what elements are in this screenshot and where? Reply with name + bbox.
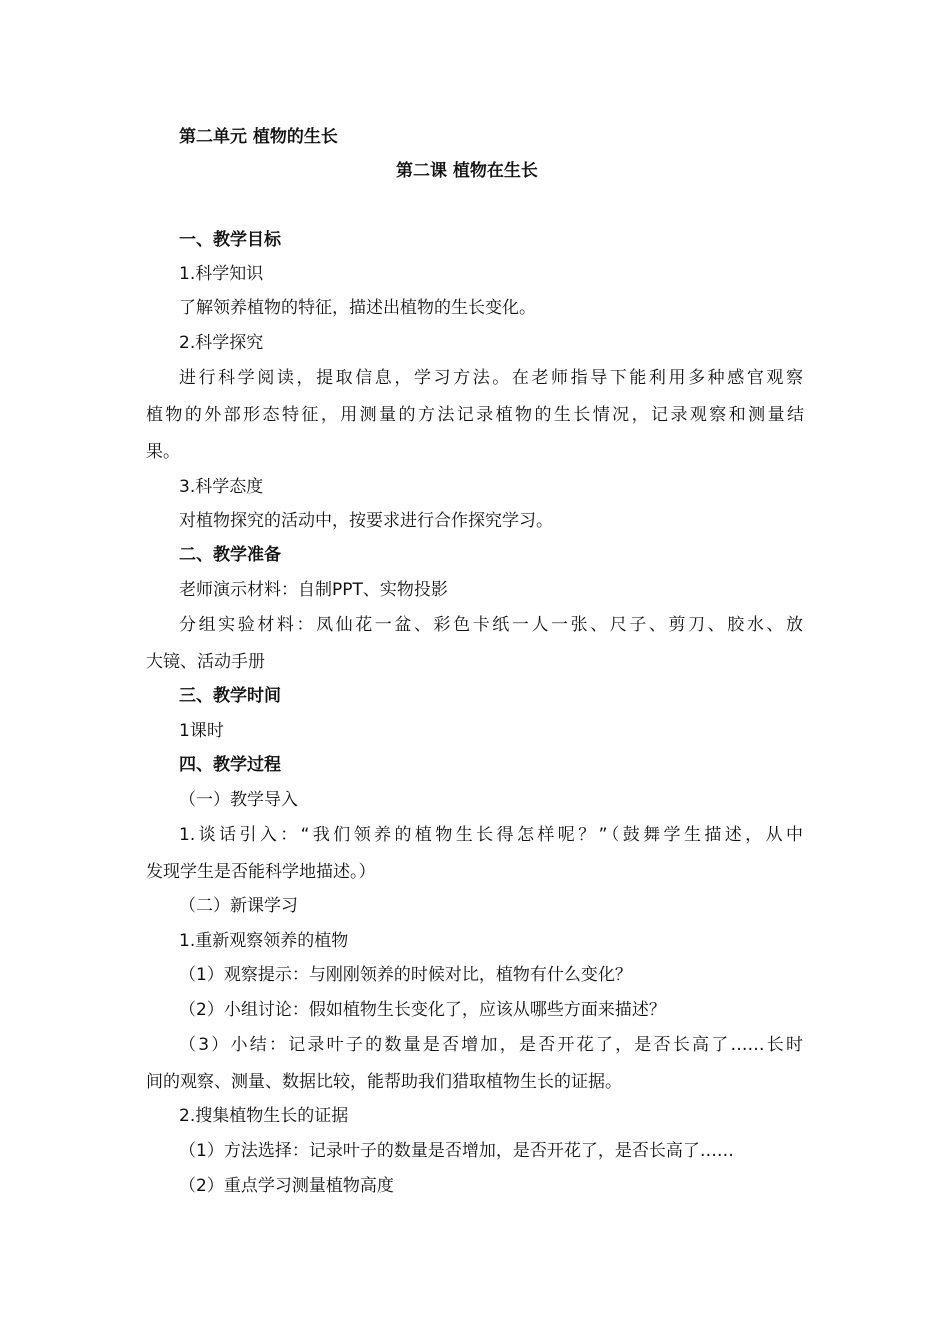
paragraph-line: 分组实验材料：凤仙花一盆、彩色卡纸一人一张、尺子、剪刀、胶水、放 [179,615,803,635]
section-heading-process: 四、教学过程 [179,755,281,775]
paragraph-line: 2.搜集植物生长的证据 [179,1106,349,1126]
paragraph-line: 对植物探究的活动中，按要求进行合作探究学习。 [179,511,553,531]
paragraph-line: 大镜、活动手册 [146,652,265,672]
paragraph-line: 了解领养植物的特征，描述出植物的生长变化。 [179,298,536,318]
paragraph-line: 1课时 [179,721,224,741]
paragraph-line: （3）小结：记录叶子的数量是否增加，是否开花了，是否长高了……长时 [179,1035,803,1055]
paragraph-line: （2）重点学习测量植物高度 [179,1176,394,1196]
paragraph-line: 1.重新观察领养的植物 [179,931,349,951]
lesson-title: 第二课 植物在生长 [396,161,538,181]
section-heading-goals: 一、教学目标 [179,230,281,250]
paragraph-line: 植物的外部形态特征，用测量的方法记录植物的生长情况，记录观察和测量结 [146,405,804,425]
paragraph-line: 间的观察、测量、数据比较，能帮助我们猎取植物生长的证据。 [146,1072,622,1092]
paragraph-line: 1.谈话引入：“我们领养的植物生长得怎样呢？”（鼓舞学生描述，从中 [179,825,803,845]
paragraph-line: （1）观察提示：与刚刚领养的时候对比，植物有什么变化？ [179,965,632,985]
paragraph-line: （1）方法选择：记录叶子的数量是否增加，是否开花了，是否长高了…… [179,1141,734,1161]
unit-title: 第二单元 植物的生长 [179,127,338,147]
section-heading-preparation: 二、教学准备 [179,545,281,565]
subsection-heading: （一）教学导入 [179,790,298,810]
paragraph-line: 老师演示材料：自制PPT、实物投影 [179,580,448,600]
subheading-knowledge: 1.科学知识 [179,264,264,284]
paragraph-line: 进行科学阅读，提取信息，学习方法。在老师指导下能利用多种感官观察 [179,368,803,388]
section-heading-time: 三、教学时间 [179,686,281,706]
paragraph-line: 果。 [146,442,180,462]
subheading-attitude: 3.科学态度 [179,477,264,497]
subheading-inquiry: 2.科学探究 [179,333,264,353]
paragraph-line: （2）小组讨论：假如植物生长变化了，应该从哪些方面来描述？ [179,1000,666,1020]
subsection-heading: （二）新课学习 [179,896,298,916]
paragraph-line: 发现学生是否能科学地描述。） [146,862,376,882]
